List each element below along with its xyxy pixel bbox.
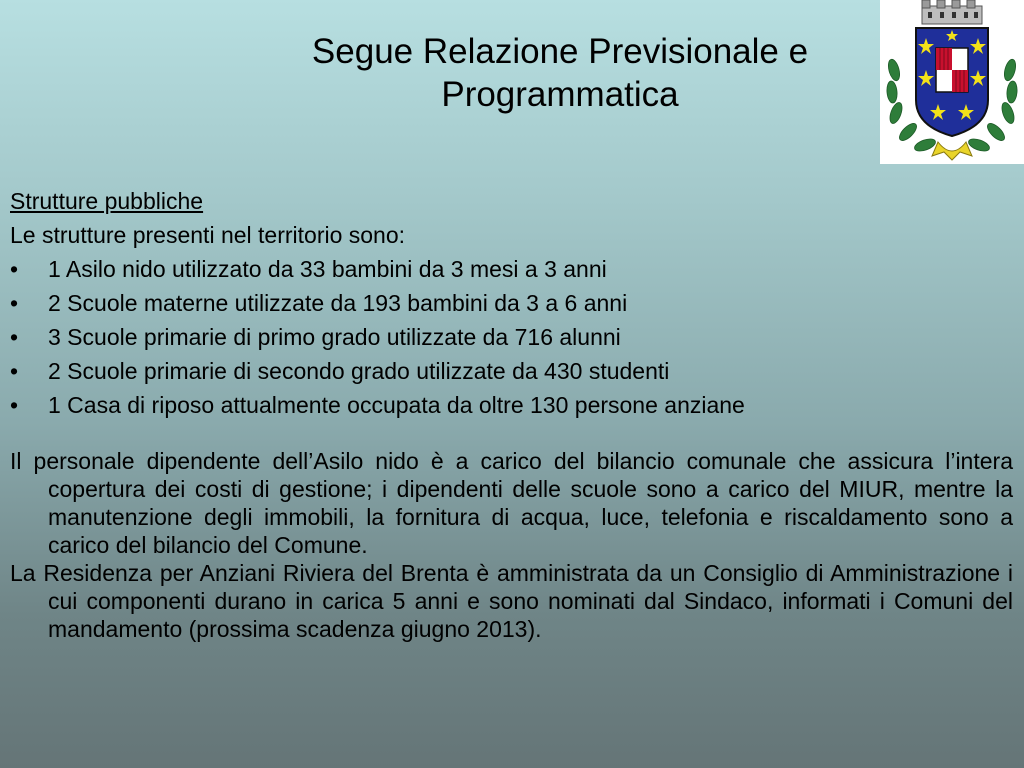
- list-item: [10, 388, 1013, 422]
- residence-paragraph: La Residenza per Anziani Riviera del Brenta è amministrata da un Consiglio di Amministrazione i cui componenti durano in carica 5 anni e sono nominati dal Sindaco, informati i Comuni del mandamento (prossima scadenza giugno 2013).: [10, 560, 1013, 642]
- staff-paragraph: Il personale dipendente dell’Asilo nido è a carico del bilancio comunale che assicura l’intera copertura dei costi di gestione; i dipendenti delle scuole sono a carico del MIUR, mentre la manutenzione degli immobili, la fornitura di acqua, luce, telefonia e riscaldamento sono a carico del bilancio del Comune.: [10, 448, 1013, 558]
- list-item-text: 3 Scuole primarie di primo grado utilizzate da 716 alunni: [48, 324, 621, 350]
- bullet-icon: •: [10, 290, 19, 316]
- list-item-text: 1 Asilo nido utilizzato da 33 bambini da 3 mesi a 3 anni: [48, 256, 607, 282]
- bullet-icon: •: [10, 392, 19, 418]
- list-item: [10, 252, 1013, 286]
- list-item-text: 2 Scuole primarie di secondo grado utilizzate da 430 studenti: [48, 358, 670, 384]
- coat-of-arms-icon: [880, 0, 1024, 164]
- list-item: [10, 286, 1013, 320]
- bullet-icon: •: [10, 256, 19, 282]
- structures-list: [10, 252, 1013, 422]
- list-item: [10, 320, 1013, 354]
- section-heading: Strutture pubbliche: [10, 188, 204, 214]
- list-item-text: 1 Casa di riposo attualmente occupata da oltre 130 persone anziane: [48, 392, 745, 418]
- bullet-icon: •: [10, 358, 19, 384]
- slide-title: Segue Relazione Previsionale e Programmatica: [311, 32, 809, 114]
- list-item: [10, 354, 1013, 388]
- intro-text: Le strutture presenti nel territorio sono:: [10, 222, 406, 248]
- list-item-text: 2 Scuole materne utilizzate da 193 bambini da 3 a 6 anni: [48, 290, 628, 316]
- bullet-icon: •: [10, 324, 19, 350]
- slide-body: [10, 184, 1013, 643]
